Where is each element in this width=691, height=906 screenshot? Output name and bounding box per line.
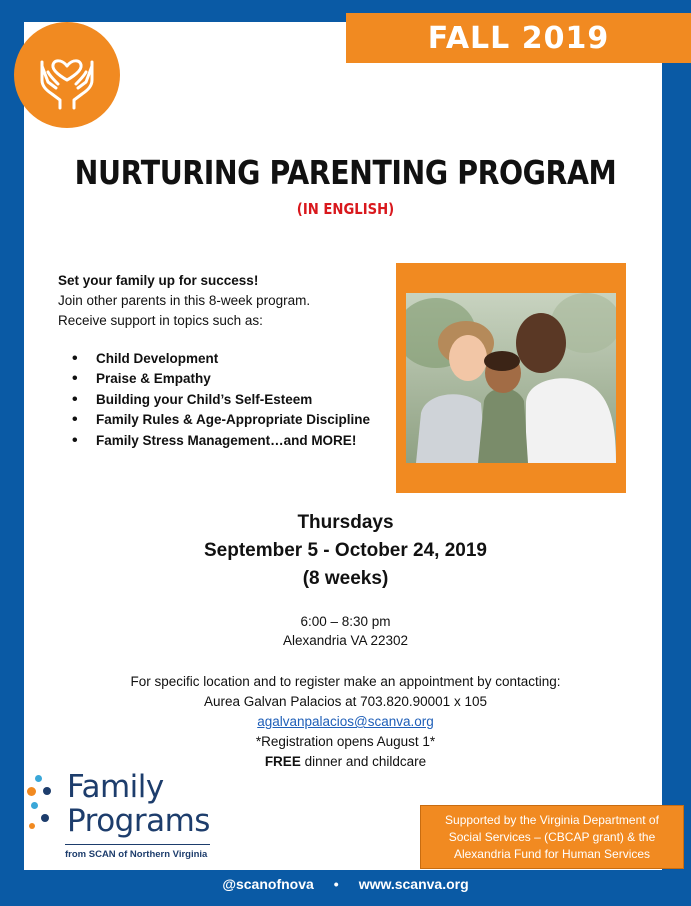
photo-frame bbox=[396, 263, 626, 493]
logo-word-programs: Programs bbox=[67, 803, 210, 839]
contact-email-link[interactable]: agalvanpalacios@scanva.org bbox=[257, 714, 434, 729]
logo-dot bbox=[43, 787, 51, 795]
family-programs-logo bbox=[25, 768, 225, 868]
family-photo bbox=[406, 293, 616, 463]
schedule-day: Thursdays bbox=[297, 512, 394, 533]
support-box bbox=[420, 805, 684, 869]
contact-person: Aurea Galvan Palacios at 703.820.90001 x 105 bbox=[204, 694, 487, 709]
schedule-duration: (8 weeks) bbox=[302, 568, 389, 589]
logo-dot bbox=[27, 787, 36, 796]
footer-separator: • bbox=[333, 876, 339, 892]
list-item: • Child Development bbox=[72, 349, 370, 369]
heart-hands-icon bbox=[14, 22, 120, 128]
schedule-block bbox=[0, 509, 691, 593]
logo-dot bbox=[35, 775, 42, 782]
schedule-time: 6:00 – 8:30 pm bbox=[300, 614, 391, 629]
registration-note: *Registration opens August 1* bbox=[255, 734, 436, 749]
intro-text bbox=[58, 271, 310, 331]
footer bbox=[0, 876, 691, 898]
topics-list bbox=[72, 349, 370, 451]
logo-word-family: Family bbox=[67, 769, 164, 805]
contact-block bbox=[0, 672, 691, 772]
page-title: NURTURING PARENTING PROGRAM bbox=[74, 153, 617, 192]
schedule-location: Alexandria VA 22302 bbox=[282, 633, 409, 648]
logo-dot bbox=[41, 814, 49, 822]
contact-instructions: For specific location and to register make an appointment by contacting: bbox=[130, 674, 561, 689]
intro-lead: Set your family up for success! bbox=[58, 273, 259, 288]
logo-divider bbox=[65, 844, 210, 845]
page-subtitle: (IN ENGLISH) bbox=[296, 200, 395, 218]
logo-subtext: from SCAN of Northern Virginia bbox=[65, 849, 208, 860]
logo-dot bbox=[31, 802, 38, 809]
logo-dot bbox=[29, 823, 35, 829]
list-item: • Praise & Empathy bbox=[72, 369, 370, 389]
footer-social[interactable]: @scanofnova bbox=[222, 876, 314, 892]
intro-line: Join other parents in this 8-week program. bbox=[58, 293, 311, 308]
list-item: • Family Rules & Age-Appropriate Discipline bbox=[72, 410, 370, 430]
intro-line: Receive support in topics such as: bbox=[58, 313, 263, 328]
season-label: FALL 2019 bbox=[427, 20, 610, 56]
season-banner bbox=[346, 13, 691, 63]
schedule-dates: September 5 - October 24, 2019 bbox=[203, 540, 487, 561]
free-label: FREE bbox=[264, 754, 301, 769]
list-item: • Family Stress Management…and MORE! bbox=[72, 431, 370, 451]
free-rest: dinner and childcare bbox=[300, 754, 427, 769]
footer-website[interactable]: www.scanva.org bbox=[358, 876, 469, 892]
time-location bbox=[0, 612, 691, 650]
list-item: • Building your Child’s Self-Esteem bbox=[72, 390, 370, 410]
support-text: Supported by the Virginia Department of Social Services – (CBCAP grant) & the Alexandria Fund for Human Services bbox=[445, 812, 659, 861]
